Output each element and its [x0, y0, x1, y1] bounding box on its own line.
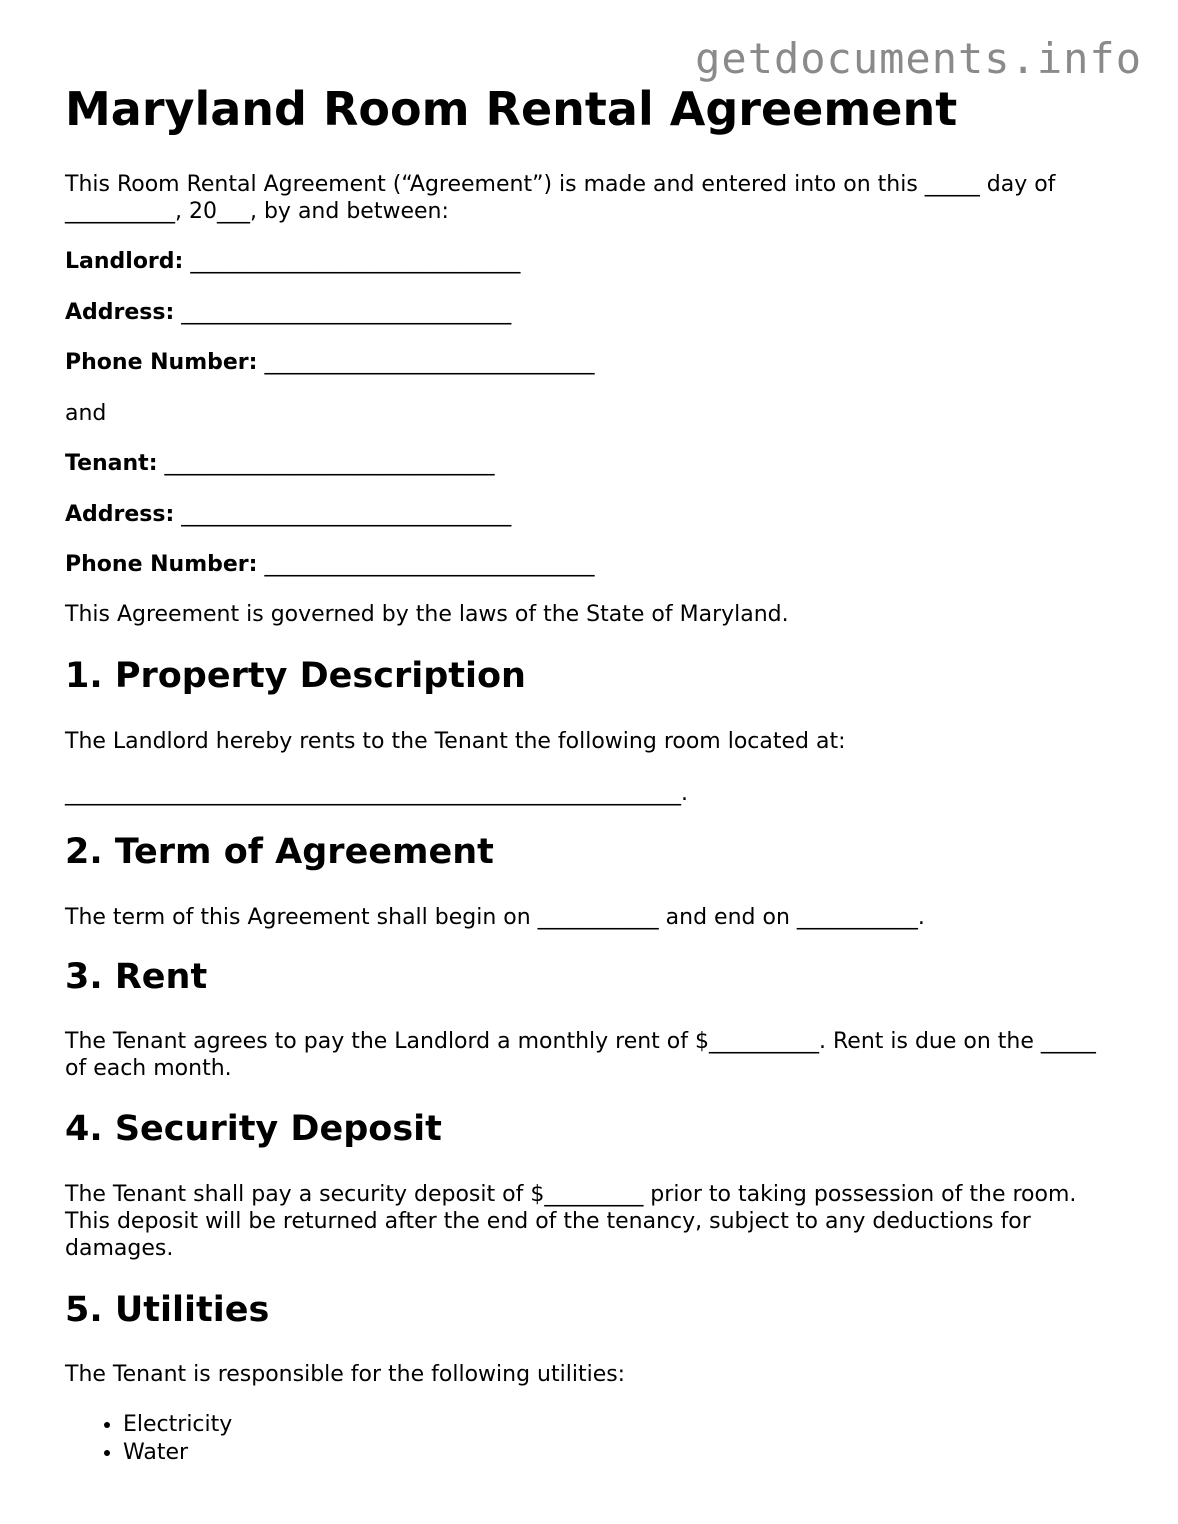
landlord-address-label: Address:	[65, 300, 175, 325]
landlord-address-field	[65, 299, 511, 326]
utilities-list	[65, 1411, 232, 1467]
and-text: and	[65, 401, 107, 426]
tenant-address-field	[65, 501, 511, 528]
landlord-name-field	[65, 248, 520, 275]
section-heading-term: 2. Term of Agreement	[65, 832, 494, 872]
tenant-name-blank: ______________________________	[164, 451, 495, 476]
list-item: • Electricity	[123, 1411, 232, 1439]
property-address-blank: ________________________________________________________.	[65, 781, 688, 806]
tenant-phone-label: Phone Number:	[65, 552, 258, 577]
tenant-address-label: Address:	[65, 502, 175, 527]
section-heading-utilities: 5. Utilities	[65, 1290, 270, 1330]
tenant-address-blank: ______________________________	[181, 502, 512, 527]
section-heading-property: 1. Property Description	[65, 656, 526, 696]
tenant-name-label: Tenant:	[65, 451, 158, 476]
deposit-text: The Tenant shall pay a security deposit of $_________ prior to taking possession of the room. This deposit will be returned after the end of the tenancy, subject to any deductions for damages.	[65, 1182, 1077, 1261]
section-heading-deposit: 4. Security Deposit	[65, 1109, 442, 1149]
governing-law-text: This Agreement is governed by the laws of the State of Maryland.	[65, 602, 789, 627]
landlord-name-label: Landlord:	[65, 249, 184, 274]
watermark: getdocuments.info	[695, 34, 1142, 83]
landlord-phone-field	[65, 349, 594, 376]
landlord-address-blank: ______________________________	[181, 300, 512, 325]
term-text: The term of this Agreement shall begin on ___________ and end on ___________.	[65, 905, 925, 930]
tenant-phone-blank: ______________________________	[264, 552, 595, 577]
landlord-name-blank: ______________________________	[190, 249, 521, 274]
section-heading-rent: 3. Rent	[65, 957, 208, 997]
utilities-text: The Tenant is responsible for the following utilities:	[65, 1362, 626, 1387]
landlord-phone-blank: ______________________________	[264, 350, 595, 375]
property-text: The Landlord hereby rents to the Tenant the following room located at:	[65, 729, 846, 754]
document-title: Maryland Room Rental Agreement	[65, 82, 958, 136]
landlord-phone-label: Phone Number:	[65, 350, 258, 375]
intro-paragraph: This Room Rental Agreement (“Agreement”) is made and entered into on this _____ day of __________, 20___, by and between:	[65, 172, 1056, 224]
rent-text: The Tenant agrees to pay the Landlord a monthly rent of $__________. Rent is due on the _____ of each month.	[65, 1029, 1096, 1081]
tenant-phone-field	[65, 551, 594, 578]
list-item: • Water	[123, 1439, 232, 1467]
tenant-name-field	[65, 450, 495, 477]
